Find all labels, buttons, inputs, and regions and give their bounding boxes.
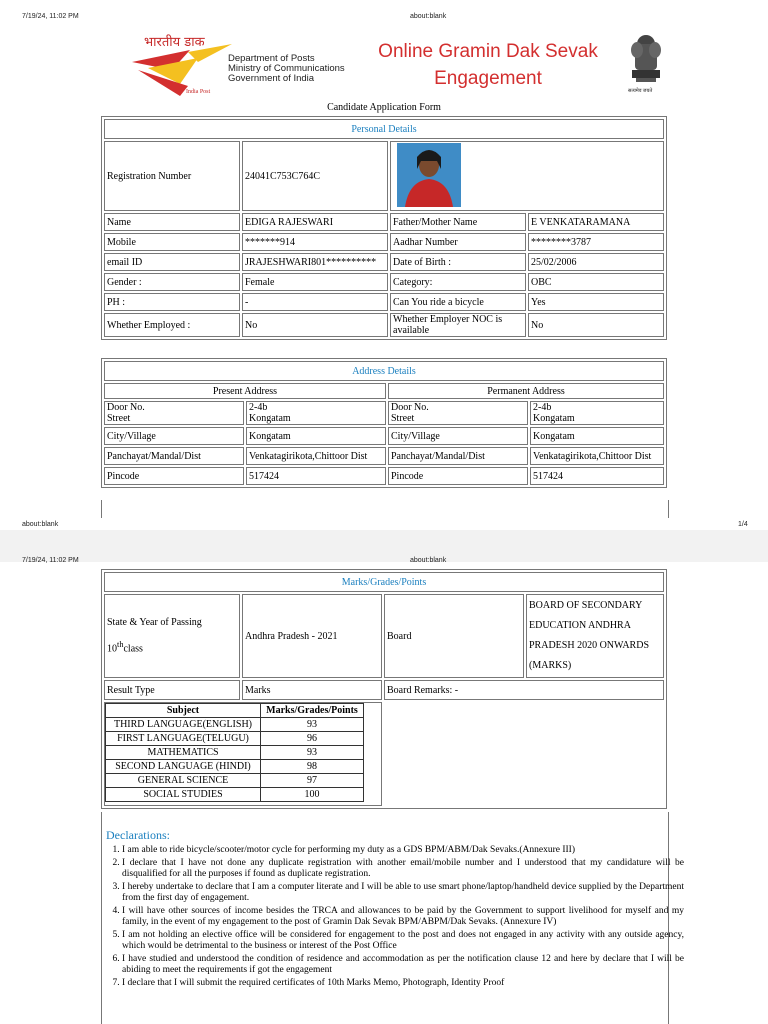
marks-table bbox=[101, 569, 667, 809]
marks-cell: 93 bbox=[261, 746, 364, 760]
present-street-label: Street bbox=[107, 413, 131, 424]
print-datetime-page-2: 7/19/24, 11:02 PM bbox=[22, 557, 79, 564]
declarations-title: Declarations: bbox=[106, 828, 170, 842]
footer-page-number: 1/4 bbox=[738, 521, 748, 528]
personal-details-table bbox=[101, 116, 667, 340]
marks-cell: 100 bbox=[261, 788, 364, 802]
photo-cell bbox=[390, 141, 664, 211]
permanent-pin-value: 517424 bbox=[530, 467, 664, 485]
permanent-dist-value: Venkatagirikota,Chittoor Dist bbox=[530, 447, 664, 465]
logo-india-post-text: India Post bbox=[186, 89, 211, 95]
gender-label: Gender : bbox=[104, 273, 240, 291]
dob-label: Date of Birth : bbox=[390, 253, 526, 271]
employed-label: Whether Employed : bbox=[104, 313, 240, 337]
present-city-value: Kongatam bbox=[246, 427, 386, 445]
portal-title bbox=[374, 38, 602, 92]
marks-cell: 98 bbox=[261, 760, 364, 774]
class-prefix: 10 bbox=[107, 643, 117, 655]
present-door-street-value bbox=[246, 401, 386, 425]
subject-cell: GENERAL SCIENCE bbox=[106, 774, 261, 788]
state-year-label bbox=[104, 594, 240, 678]
employed-value: No bbox=[242, 313, 388, 337]
result-type-label: Result Type bbox=[104, 680, 240, 700]
subject-cell: MATHEMATICS bbox=[106, 746, 261, 760]
table-row bbox=[106, 746, 364, 760]
subject-column-header: Subject bbox=[106, 704, 261, 718]
marks-section-title: Marks/Grades/Points bbox=[104, 572, 664, 592]
address-details-table bbox=[101, 358, 667, 488]
state-year-text: State & Year of Passing bbox=[107, 616, 202, 628]
permanent-pin-label: Pincode bbox=[388, 467, 528, 485]
table-row bbox=[106, 760, 364, 774]
class-label bbox=[107, 634, 237, 660]
class-sup: th bbox=[117, 639, 124, 649]
permanent-street-value: Kongatam bbox=[533, 413, 575, 424]
table-row bbox=[106, 718, 364, 732]
dob-value: 25/02/2006 bbox=[528, 253, 664, 271]
subject-cell: SOCIAL STUDIES bbox=[106, 788, 261, 802]
present-door-street-label bbox=[104, 401, 244, 425]
list-item: 2. I declare that I have not done any duplicate registration with another email/mobile number and I understood that my candidature will be disqualified for all the purposes if found as duplicate registration. bbox=[122, 858, 684, 880]
present-door-value: 2-4b bbox=[249, 402, 268, 413]
state-year-value: Andhra Pradesh - 2021 bbox=[242, 594, 382, 678]
registration-label: Registration Number bbox=[104, 141, 240, 211]
permanent-city-value: Kongatam bbox=[530, 427, 664, 445]
portal-title-line-2: Engagement bbox=[434, 68, 542, 89]
board-value: BOARD OF SECONDARY EDUCATION ANDHRA PRADESH 2020 ONWARDS (MARKS) bbox=[526, 594, 664, 678]
empty-cell bbox=[384, 702, 664, 806]
footer-url: about:blank bbox=[22, 521, 59, 528]
present-door-label: Door No. bbox=[107, 402, 145, 413]
mobile-value: *******914 bbox=[242, 233, 388, 251]
department-block bbox=[228, 54, 345, 84]
present-city-label: City/Village bbox=[104, 427, 244, 445]
table-row bbox=[106, 732, 364, 746]
india-post-bird-icon bbox=[128, 44, 238, 104]
list-item: 5. I am not holding an elective office will be considered for engagement to the post and does not engaged in any activity with any outside agency, which would be detrimental to the business or interest of the Post Office bbox=[122, 930, 684, 952]
board-remarks: Board Remarks: - bbox=[384, 680, 664, 700]
category-label: Category: bbox=[390, 273, 526, 291]
subject-cell: THIRD LANGUAGE(ENGLISH) bbox=[106, 718, 261, 732]
list-item: 1. I am able to ride bicycle/scooter/motor cycle for performing my duty as a GDS BPM/ABM/Dak Sevaks.(Annexure III) bbox=[122, 845, 684, 856]
permanent-door-value: 2-4b bbox=[533, 402, 552, 413]
table-row bbox=[106, 788, 364, 802]
present-dist-label: Panchayat/Mandal/Dist bbox=[104, 447, 244, 465]
marks-cell: 93 bbox=[261, 718, 364, 732]
list-item: 7. I declare that I will submit the required certificates of 10th Marks Memo, Photograph, Identity Proof bbox=[122, 978, 684, 989]
class-suffix: class bbox=[123, 643, 143, 655]
mobile-label: Mobile bbox=[104, 233, 240, 251]
present-pin-value: 517424 bbox=[246, 467, 386, 485]
national-emblem-icon bbox=[626, 30, 666, 96]
subject-marks-table bbox=[105, 703, 364, 802]
noc-label: Whether Employer NOC is available bbox=[390, 313, 526, 337]
address-table-tail bbox=[101, 500, 669, 518]
personal-section-title: Personal Details bbox=[104, 119, 664, 139]
dept-line-1: Department of Posts bbox=[228, 53, 315, 64]
table-row bbox=[106, 774, 364, 788]
aadhar-value: ********3787 bbox=[528, 233, 664, 251]
permanent-dist-label: Panchayat/Mandal/Dist bbox=[388, 447, 528, 465]
present-address-caption: Present Address bbox=[104, 383, 386, 399]
marks-column-header: Marks/Grades/Points bbox=[261, 704, 364, 718]
address-section-title: Address Details bbox=[104, 361, 664, 381]
permanent-city-label: City/Village bbox=[388, 427, 528, 445]
dept-line-3: Government of India bbox=[228, 73, 315, 84]
name-value: EDIGA RAJESWARI bbox=[242, 213, 388, 231]
list-item: 3. I hereby undertake to declare that I am a computer literate and I will be able to use smart phone/laptop/handheld device supplied by the Department from the first day of engagement. bbox=[122, 882, 684, 904]
logo-hindi-text: भारतीय डाक bbox=[144, 35, 205, 50]
page-separator bbox=[0, 530, 768, 562]
result-type-value: Marks bbox=[242, 680, 382, 700]
permanent-door-street-value bbox=[530, 401, 664, 425]
gender-value: Female bbox=[242, 273, 388, 291]
list-item: 4. I will have other sources of income besides the TRCA and allowances to be paid by the Government to support livelihood for myself and my family, in the event of my engagement to the post of Gramin Dak Sevak BPM/ABPM/Dak Sevaks. (Annexure IV) bbox=[122, 906, 684, 928]
print-url: about:blank bbox=[410, 13, 447, 20]
present-street-value: Kongatam bbox=[249, 413, 291, 424]
bicycle-label: Can You ride a bicycle bbox=[390, 293, 526, 311]
marks-cell: 96 bbox=[261, 732, 364, 746]
portal-title-line-1: Online Gramin Dak Sevak bbox=[378, 41, 598, 62]
category-value: OBC bbox=[528, 273, 664, 291]
aadhar-label: Aadhar Number bbox=[390, 233, 526, 251]
email-label: email ID bbox=[104, 253, 240, 271]
list-item: 6. I have studied and understood the condition of residence and accommodation as per the notification clause 12 and here by declare that I will be abiding to meet the requirements if got the engagement bbox=[122, 954, 684, 976]
father-value: E VENKATARAMANA bbox=[528, 213, 664, 231]
subject-marks-cell bbox=[104, 702, 382, 806]
present-pin-label: Pincode bbox=[104, 467, 244, 485]
print-datetime: 7/19/24, 11:02 PM bbox=[22, 13, 79, 20]
ph-value: - bbox=[242, 293, 388, 311]
permanent-door-label: Door No. bbox=[391, 402, 429, 413]
dept-line-2: Ministry of Communications bbox=[228, 63, 345, 74]
subject-cell: SECOND LANGUAGE (HINDI) bbox=[106, 760, 261, 774]
form-caption: Candidate Application Form bbox=[327, 102, 441, 113]
email-value: JRAJESHWARI801********** bbox=[242, 253, 388, 271]
candidate-photo bbox=[397, 143, 461, 207]
ph-label: PH : bbox=[104, 293, 240, 311]
declarations-list bbox=[104, 845, 684, 991]
registration-value: 24041C753C764C bbox=[242, 141, 388, 211]
board-label: Board bbox=[384, 594, 524, 678]
present-dist-value: Venkatagirikota,Chittoor Dist bbox=[246, 447, 386, 465]
permanent-street-label: Street bbox=[391, 413, 415, 424]
emblem-motto: सत्यमेव जयते bbox=[628, 89, 653, 94]
bicycle-value: Yes bbox=[528, 293, 664, 311]
permanent-address-caption: Permanent Address bbox=[388, 383, 664, 399]
print-url-page-2: about:blank bbox=[410, 557, 447, 564]
permanent-door-street-label bbox=[388, 401, 528, 425]
name-label: Name bbox=[104, 213, 240, 231]
marks-cell: 97 bbox=[261, 774, 364, 788]
father-label: Father/Mother Name bbox=[390, 213, 526, 231]
noc-value: No bbox=[528, 313, 664, 337]
subject-cell: FIRST LANGUAGE(TELUGU) bbox=[106, 732, 261, 746]
